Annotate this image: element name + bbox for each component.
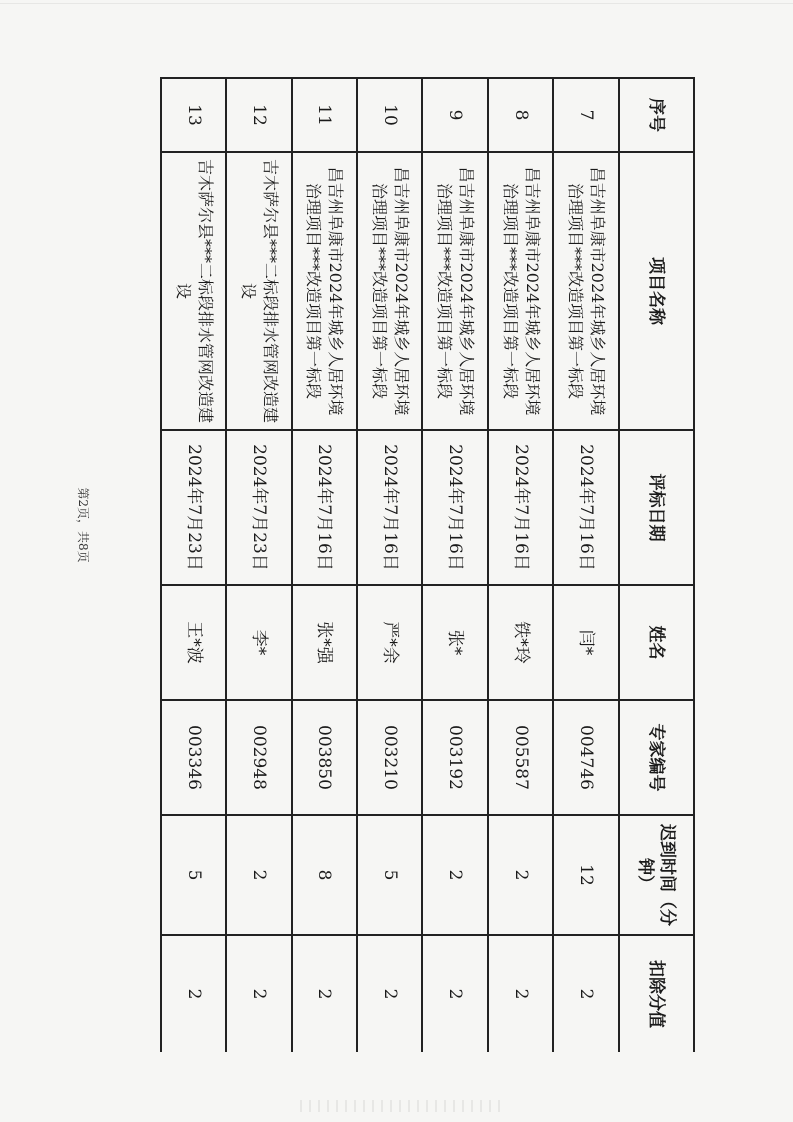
cell-expert-id: 003346: [161, 700, 226, 815]
cell-date: 2024年7月16日: [553, 430, 618, 585]
header-project: 项目名称: [619, 152, 694, 430]
header-name: 姓名: [619, 585, 694, 700]
cell-expert-id: 003850: [292, 700, 357, 815]
table-row: [423, 78, 488, 1052]
cell-deduct: 2: [488, 935, 553, 1052]
scan-artifact: [0, 3, 793, 4]
cell-late: 8: [292, 815, 357, 935]
cell-late: 2: [488, 815, 553, 935]
cell-deduct: 2: [423, 935, 488, 1052]
cell-expert-id: 002948: [226, 700, 291, 815]
cell-expert-id: 004746: [553, 700, 618, 815]
cell-name: 铁*玲: [488, 585, 553, 700]
cell-deduct: 2: [292, 935, 357, 1052]
cell-date: 2024年7月16日: [488, 430, 553, 585]
late-expert-table: [160, 77, 695, 1052]
cell-name: 张*强: [292, 585, 357, 700]
cell-name: 严*余: [357, 585, 422, 700]
cell-deduct: 2: [553, 935, 618, 1052]
header-date: 评标日期: [619, 430, 694, 585]
cell-deduct: 2: [357, 935, 422, 1052]
cell-late: 2: [423, 815, 488, 935]
header-late: 迟到时间（分钟）: [619, 815, 694, 935]
cell-seq: 9: [423, 78, 488, 152]
cell-expert-id: 003210: [357, 700, 422, 815]
cell-name: 闫*: [553, 585, 618, 700]
table-row: [553, 78, 618, 1052]
page-number: 第2页，共8页: [76, 487, 90, 563]
cell-seq: 7: [553, 78, 618, 152]
cell-date: 2024年7月16日: [292, 430, 357, 585]
cell-deduct: 2: [161, 935, 226, 1052]
table-header-row: [619, 78, 694, 1052]
rotated-table-wrapper: [160, 77, 695, 1052]
cell-project: 昌吉州阜康市2024年城乡人居环境治理项目***改造项目第一标段: [488, 152, 553, 430]
cell-seq: 8: [488, 78, 553, 152]
cell-expert-id: 003192: [423, 700, 488, 815]
cell-project: 昌吉州阜康市2024年城乡人居环境治理项目***改造项目第一标段: [553, 152, 618, 430]
table-row: [161, 78, 226, 1052]
cell-seq: 12: [226, 78, 291, 152]
cell-project: 吉木萨尔县***二标段排水管网改造建设: [226, 152, 291, 430]
cell-name: 李*: [226, 585, 291, 700]
scan-artifact: [300, 1100, 500, 1112]
table-row: [357, 78, 422, 1052]
table-frame: [160, 77, 695, 1052]
header-seq: 序号: [619, 78, 694, 152]
table-row: [292, 78, 357, 1052]
cell-late: 12: [553, 815, 618, 935]
cell-date: 2024年7月23日: [161, 430, 226, 585]
cell-date: 2024年7月16日: [423, 430, 488, 585]
cell-expert-id: 005587: [488, 700, 553, 815]
cell-late: 5: [161, 815, 226, 935]
cell-name: 王*波: [161, 585, 226, 700]
table-row: [488, 78, 553, 1052]
cell-seq: 10: [357, 78, 422, 152]
cell-deduct: 2: [226, 935, 291, 1052]
cell-project: 昌吉州阜康市2024年城乡人居环境治理项目***改造项目第一标段: [357, 152, 422, 430]
header-deduct: 扣除分值: [619, 935, 694, 1052]
cell-date: 2024年7月16日: [357, 430, 422, 585]
cell-late: 2: [226, 815, 291, 935]
cell-name: 张*: [423, 585, 488, 700]
cell-project: 吉木萨尔县***二标段排水管网改造建设: [161, 152, 226, 430]
table-row: [226, 78, 291, 1052]
header-expert-id: 专家编号: [619, 700, 694, 815]
cell-project: 昌吉州阜康市2024年城乡人居环境治理项目***改造项目第一标段: [423, 152, 488, 430]
cell-project: 昌吉州阜康市2024年城乡人居环境治理项目***改造项目第一标段: [292, 152, 357, 430]
cell-date: 2024年7月23日: [226, 430, 291, 585]
cell-seq: 13: [161, 78, 226, 152]
cell-late: 5: [357, 815, 422, 935]
cell-seq: 11: [292, 78, 357, 152]
